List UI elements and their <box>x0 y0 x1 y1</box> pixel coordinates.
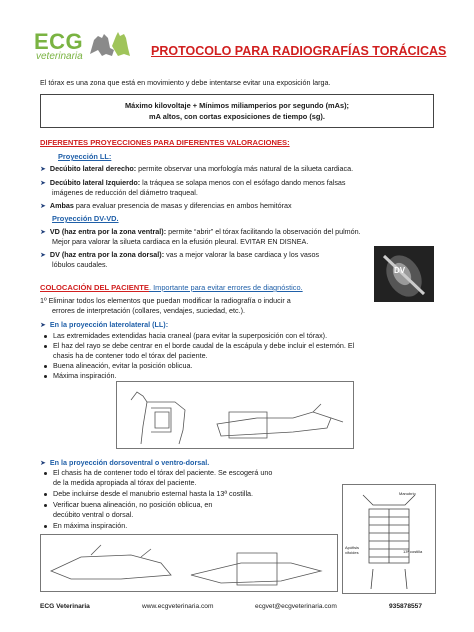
dv-positioning-figure <box>40 534 338 592</box>
dv-xray-image <box>374 246 434 302</box>
exposure-line-2: mA altos, con cortas exposiciones de tiempo (sg). <box>149 112 325 121</box>
dv-bullet-3: Verificar buena alineación, no posición oblicua, en <box>44 500 212 510</box>
dv-item: ➤ DV (haz entra por la zona dorsal): vas a mejor valorar la base cardiaca y los vasos <box>40 250 320 259</box>
diagram-label-manubrio: Manubrio <box>399 491 416 496</box>
arrow-bullet-icon: ➤ <box>40 252 46 259</box>
diagram-label-costilla: 13ª costilla <box>403 549 423 554</box>
footer-phone: 935878557 <box>389 603 423 610</box>
section-heading-projections: DIFERENTES PROYECCIONES PARA DIFERENTES VALORACIONES: <box>40 138 290 147</box>
logo-text: ECG <box>34 29 84 54</box>
dv-bullet-3-cont: decúbito ventral o dorsal. <box>53 510 134 519</box>
thorax-drawing <box>343 485 435 593</box>
footer-email-link[interactable]: ecgvet@ecgveterinaria.com <box>255 603 337 610</box>
dog-dorsoventral-drawing <box>41 535 337 591</box>
positioning-p1: 1º Eliminar todos los elementos que puedan modificar la radiografía o inducir a <box>40 296 291 305</box>
ll-item-2-cont: imágenes de reducción del diámetro traqueal. <box>52 188 198 197</box>
exposure-box <box>40 94 434 128</box>
vd-item-cont: Mejor para valorar la silueta cardiaca en la efusión pleural. EVITAR EN DISNEA. <box>52 237 309 246</box>
ll-bullet-4: Máxima inspiración. <box>44 371 117 381</box>
arrow-bullet-icon: ➤ <box>40 203 46 210</box>
ll-projection-heading: Proyección LL: <box>58 152 112 161</box>
exposure-line-1: Máximo kilovoltaje + Mínimos miliamperios por segundo (mAs); <box>124 101 350 110</box>
dog-cat-logo-icon <box>88 28 132 58</box>
footer-website-link[interactable]: www.ecgveterinaria.com <box>142 603 214 610</box>
dv-bullet-1: El chasis ha de contener todo el tórax del paciente. Se escogerá uno <box>44 468 272 478</box>
ll-positioning-figure <box>116 381 354 449</box>
ll-item-1: ➤ Decúbito lateral derecho: permite observar una morfología más natural de la silueta cardiaca. <box>40 164 354 173</box>
arrow-bullet-icon: ➤ <box>40 166 46 173</box>
footer-brand: ECG Veterinaria <box>40 603 90 610</box>
arrow-bullet-icon: ➤ <box>40 180 46 187</box>
dv-bullet-1-cont: de la medida apropiada al tórax del paciente. <box>53 478 197 487</box>
ll-positioning-title: ➤ En la proyección laterolateral (LL): <box>40 320 169 329</box>
vd-item: ➤ VD (haz entra por la zona ventral): permite “abrir” el tórax facilitando la observación del pulmón. <box>40 227 361 236</box>
logo-subtitle: veterinaria <box>36 51 83 62</box>
ll-item-3: ➤ Ambas para evaluar presencia de masas y diferencias en ambos hemitórax <box>40 201 292 210</box>
diagram-label-xifoides: Apófisis xifoides <box>345 545 360 555</box>
ll-bullet-1: Las extremidades extendidas hacia craneal (para evitar la superposición con el tórax). <box>44 331 327 341</box>
dv-item-cont: lóbulos caudales. <box>52 260 108 269</box>
positioning-p2: errores de interpretación (collares, vendajes, suciedad, etc.). <box>52 306 245 315</box>
arrow-bullet-icon: ➤ <box>40 460 46 467</box>
dv-projection-heading: Proyección DV-VD. <box>52 214 119 223</box>
dv-thorax-diagram <box>342 484 436 594</box>
ll-bullet-3: Buena alineación, evitar la posición oblicua. <box>44 361 192 371</box>
ll-bullet-2-cont: chasis ha de contener todo el tórax del paciente. <box>53 351 208 360</box>
xray-label: DV <box>394 266 406 275</box>
intro-text: El tórax es una zona que está en movimiento y debe intentarse evitar una exposición larga. <box>40 78 331 87</box>
arrow-bullet-icon: ➤ <box>40 229 46 236</box>
dv-bullet-4: En máxima inspiración. <box>44 521 127 531</box>
arrow-bullet-icon: ➤ <box>40 322 46 329</box>
dv-positioning-title: ➤ En la proyección dorsoventral o ventro-dorsal. <box>40 458 210 467</box>
ll-item-2: ➤ Decúbito lateral Izquierdo: la tráquea se solapa menos con el esófago dando menos falsas <box>40 178 346 187</box>
dv-bullet-2: Debe incluirse desde el manubrio esternal hasta la 13ª costilla. <box>44 489 253 499</box>
positioning-heading: COLOCACIÓN DEL PACIENTE. Importante para evitar errores de diagnóstico. <box>40 283 303 292</box>
dog-lateral-drawing <box>117 382 353 448</box>
ll-bullet-2: El haz del rayo se debe centrar en el borde caudal de la escápula y debe incluir el esternón. El <box>44 341 354 351</box>
page-title: PROTOCOLO PARA RADIOGRAFÍAS TORÁCICAS <box>151 44 447 58</box>
